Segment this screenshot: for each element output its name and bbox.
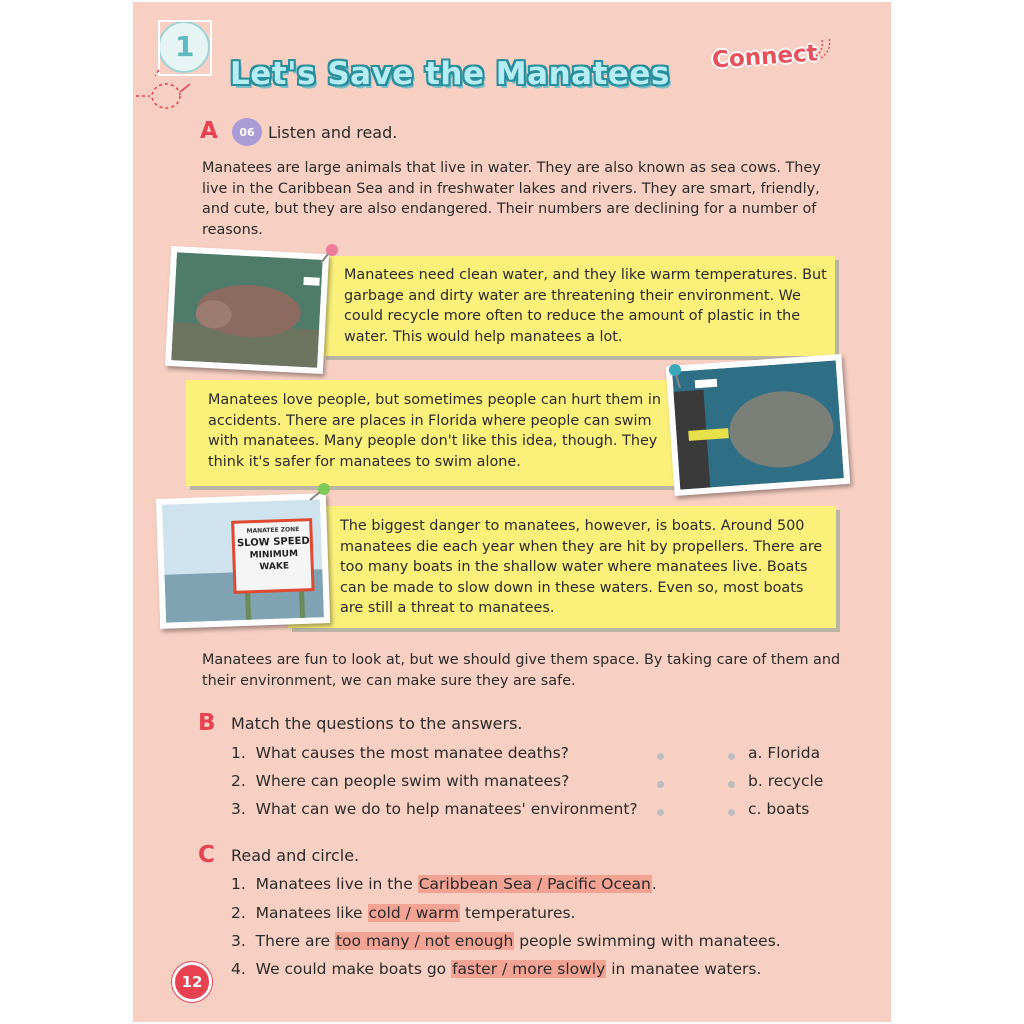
circle-item-3: 3. There are too many / not enough people swimming with manatees. [231,932,781,950]
choice-highlight-3[interactable]: too many / not enough [335,932,514,950]
note-1-text: Manatees need clean water, and they like warm temperatures. But garbage and dirty water are threatening their environment. We could recycle more often to reduce the amount of plastic in the water. This would help manatees a lot. [344,267,827,345]
match-question-2: 2. Where can people swim with manatees? [231,772,570,790]
dashed-arrow-icon [136,78,196,112]
match-dot-question-1[interactable] [657,753,664,760]
audio-track-icon[interactable] [232,118,262,146]
intro-paragraph: Manatees are large animals that live in water. They are also known as sea cows. They live in the Caribbean Sea and in freshwater lakes and rivers. They are smart, friendly, and cute, but they are also endangered. Their numbers are declining for a number of reasons. [202,160,821,238]
unit-badge-icon [155,18,213,76]
sign-line-2: MINIMUM WAKE [249,549,299,573]
signal-lines-icon [812,36,838,60]
match-dot-answer-a[interactable] [728,753,735,760]
section-a-letter: A [200,118,218,144]
match-dot-answer-b[interactable] [728,781,735,788]
manatee-photo-2 [666,354,851,496]
match-answer-a: a. Florida [748,744,821,762]
page-number: 12 [172,962,212,1002]
audio-track-number: 06 [239,125,255,139]
section-c-letter: C [198,842,215,868]
choice-highlight-4[interactable]: faster / more slowly [452,960,606,978]
note-card-2 [186,380,676,486]
page-title: Let's Save the Manatees [230,56,670,92]
choice-highlight-2[interactable]: cold / warm [368,904,460,922]
manatee-photo-1 [165,246,329,374]
note-card-3 [288,506,836,628]
circle-item-4: 4. We could make boats go faster / more slowly in manatee waters. [231,960,762,978]
pushpin-icon [318,242,342,266]
outro-paragraph: Manatees are fun to look at, but we should give them space. By taking care of them and their environment, we can make sure they are safe. [202,652,841,689]
section-a-instruction: Listen and read. [268,123,398,142]
section-c-instruction: Read and circle. [231,846,360,865]
sign-zone-text: MANATEE ZONE [246,526,300,535]
note-2-text: Manatees love people, but sometimes people can hurt them in accidents. There are places in Florida where people can swim with manatees. Many people don't like this idea, though. They think it's safer for manatees to swim alone. [208,392,661,470]
section-b-instruction: Match the questions to the answers. [231,714,523,733]
match-dot-question-2[interactable] [657,781,664,788]
circle-item-1: 1. Manatees live in the Caribbean Sea / Pacific Ocean. [231,875,657,893]
pushpin-icon [306,480,334,506]
connect-badge: Connect [711,40,819,74]
slow-speed-sign-photo [156,493,330,629]
unit-number: 1 [175,30,195,63]
pushpin-icon [664,362,688,390]
sign-line-1: SLOW SPEED [236,535,310,550]
choice-highlight-1[interactable]: Caribbean Sea / Pacific Ocean [418,875,651,893]
section-b-letter: B [198,710,216,736]
match-question-3: 3. What can we do to help manatees' environment? [231,800,638,818]
circle-item-2: 2. Manatees like cold / warm temperatures. [231,904,576,922]
match-dot-question-3[interactable] [657,809,664,816]
match-question-1: 1. What causes the most manatee deaths? [231,744,569,762]
match-dot-answer-c[interactable] [728,809,735,816]
match-answer-b: b. recycle [748,772,824,790]
note-3-text: The biggest danger to manatees, however, is boats. Around 500 manatees die each year when they are hit by propellers. There are too many boats in the shallow water where manatees live. Boats can be made to slow down in these waters. Even so, most boats are still a threat to manatees. [340,518,823,617]
note-card-1 [322,256,835,356]
match-answer-c: c. boats [748,800,810,818]
